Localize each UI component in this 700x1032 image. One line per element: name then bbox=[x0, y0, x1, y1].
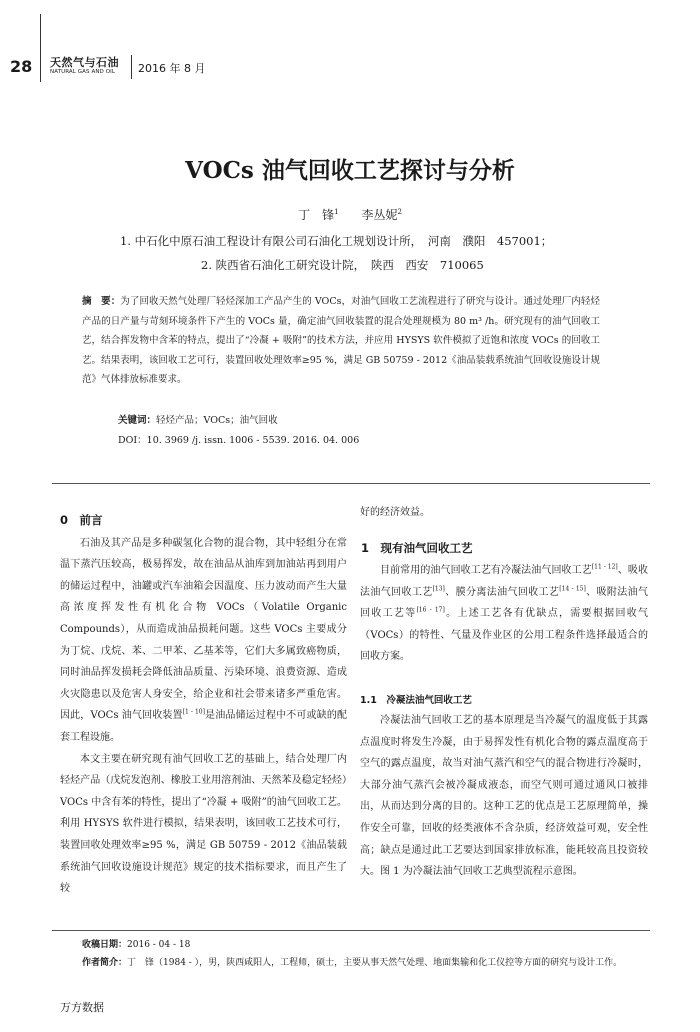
paragraph bbox=[60, 533, 347, 749]
paragraph-text: 、吸附法油气回收工艺等 bbox=[360, 586, 649, 620]
divider-rule bbox=[52, 483, 650, 484]
keywords bbox=[118, 412, 278, 426]
abstract bbox=[82, 292, 600, 390]
paragraph: 本文主要在研究现有油气回收工艺的基础上，结合处理厂内轻烃产品（戊烷发泡剂、橡胶工业用溶剂油、天然苯及稳定轻烃）VOCs 中含有苯的特性，提出了“冷凝 + 吸附”的油气回收工艺。利用 HYSYS 软件进行模拟，结果表明，该回收工艺技术可行，装置回收处理效率≥95 %，满足 GB 50759 - 2012《油品装载系统油气回收设施设计规范》规定的技术指标要求，而且产生了较 bbox=[60, 753, 347, 895]
journal-name-cn: 天然气与石油 bbox=[50, 56, 119, 69]
paragraph-text: 目前常用的油气回收工艺有冷凝法油气回收工艺 bbox=[380, 565, 592, 576]
received-value: 2016 - 04 - 18 bbox=[127, 940, 191, 950]
author-affiliation-mark: 1 bbox=[334, 208, 339, 216]
abstract-text: 为了回收天然气处理厂轻烃深加工产品产生的 VOCs，对油气回收工艺流程进行了研究与设计。通过处理厂内轻烃产品的日产量与苛刻环境条件下产生的 VOCs 量，确定油气回收装置的混合处理规模为 80 m³ /h。研究现有的油气回收工艺，结合挥发物中含苯的特点，提出了“冷凝 + 吸附”的技术方法，并应用 HYSYS 软件模拟了近饱和浓度 VOCs 的回收工艺。结果表明，该回收工艺可行，装置回收处理效率≥95 %，满足 GB 50759 - 2012《油品装载系统油气回收设施设计规范》气体排放标准要求。 bbox=[82, 296, 600, 386]
paragraph-text: 。上述工艺各有优缺点，需要根据回收气（VOCs）的特性、气量及作业区的公用工程条件选择最适合的回收方案。 bbox=[360, 608, 649, 663]
paragraph-text: 石油及其产品是多种碳氢化合物的混合物，其中轻组分在常温下蒸汽压较高，极易挥发，故在油品从油库到加油站再到用户的储运过程中，油罐或汽车油箱会因温度、压力波动而产生大量高浓度挥发性有机化合物 VOCs（Volatile Organic Compounds），从而造成油品损耗问题。这些 VOCs 主要成分为丁烷、戊烷、苯、二甲苯、乙基苯等，它们大多属致癌物质，同时油品挥发损耗会降低油品质量、污染环境、浪费资源、造成火灾隐患以及危害人身安全，给企业和社会带来诸多严重危害。因此，VOCs 油气回收装置 bbox=[60, 537, 347, 722]
right-column-section-1-1 bbox=[360, 710, 648, 883]
paragraph-text: 、吸收法油气回收工艺 bbox=[360, 565, 649, 598]
citation: [14 - 15] bbox=[559, 585, 586, 593]
author-name: 丁 锋 bbox=[298, 208, 335, 222]
citation: [1 - 10] bbox=[182, 709, 205, 717]
author-bio bbox=[82, 955, 654, 972]
citation: [13] bbox=[432, 585, 445, 593]
keywords-label: 关键词： bbox=[118, 415, 157, 426]
affiliation-1: 1. 中石化中原石油工程设计有限公司石油化工规划设计所， 河南 濮阳 457001； bbox=[120, 234, 553, 248]
left-column bbox=[60, 510, 347, 900]
header-divider bbox=[40, 14, 41, 82]
issue-date: 2016 年 8 月 bbox=[138, 62, 206, 75]
section-heading-existing-processes: 1 现有油气回收工艺 bbox=[361, 541, 473, 555]
paragraph bbox=[360, 560, 648, 668]
author-name: 李丛妮 bbox=[361, 208, 398, 222]
watermark: 万方数据 bbox=[60, 1001, 104, 1014]
doi: DOI：10. 3969 /j. issn. 1006 - 5539. 2016. 04. 006 bbox=[118, 435, 360, 446]
paragraph: 冷凝法油气回收工艺的基本原理是当冷凝气的温度低于其露点温度时将发生冷凝，由于易挥发性有机化合物的露点温度高于空气的露点温度，故当对油气蒸汽和空气的混合物进行冷凝时，大部分油气蒸汽会被冷凝成液态，而空气则可通过通风口被排出，从而达到分离的目的。这种工艺的优点是工艺原理简单，操作安全可靠，回收的烃类液体不含杂质，经济效益可观，安全性高；缺点是通过此工艺要达到国家排放标准，能耗较高且投资较大。图 1 为冷凝法油气回收工艺典型流程示意图。 bbox=[360, 715, 648, 878]
section-heading-introduction: 0 前言 bbox=[60, 513, 103, 527]
author-line bbox=[0, 206, 700, 223]
abstract-label: 摘 要： bbox=[82, 296, 121, 307]
paragraph-text: 是油品储运过程中不可或缺的配套工程设施。 bbox=[60, 710, 347, 743]
affiliation-2: 2. 陕西省石油化工研究设计院， 陕西 西安 710065 bbox=[201, 258, 484, 272]
header-divider-small bbox=[131, 55, 132, 79]
keywords-text: 轻烃产品；VOCs；油气回收 bbox=[156, 415, 278, 426]
page-number: 28 bbox=[10, 57, 33, 76]
citation: [16 - 17] bbox=[416, 606, 445, 614]
received-label: 收稿日期： bbox=[82, 940, 128, 950]
right-column-section-1 bbox=[360, 560, 648, 668]
citation: [11 - 12] bbox=[591, 563, 618, 571]
paper-title: VOCs 油气回收工艺探讨与分析 bbox=[185, 157, 515, 184]
paragraph-text: 、膜分离法油气回收工艺 bbox=[444, 586, 560, 598]
bio-label: 作者简介： bbox=[82, 958, 128, 968]
author-affiliation-mark: 2 bbox=[397, 208, 402, 216]
received-date bbox=[82, 937, 190, 954]
journal-name-en: NATURAL GAS AND OIL bbox=[50, 69, 116, 75]
subsection-heading-condensation: 1.1 冷凝法油气回收工艺 bbox=[360, 695, 472, 706]
footnote-rule bbox=[52, 930, 650, 931]
bio-text: 丁 锋（1984 - ），男，陕西咸阳人，工程师，硕士，主要从事天然气处理、地面集输和化工仪控等方面的研究与设计工作。 bbox=[127, 958, 623, 968]
paragraph-continuation: 好的经济效益。 bbox=[360, 507, 430, 518]
